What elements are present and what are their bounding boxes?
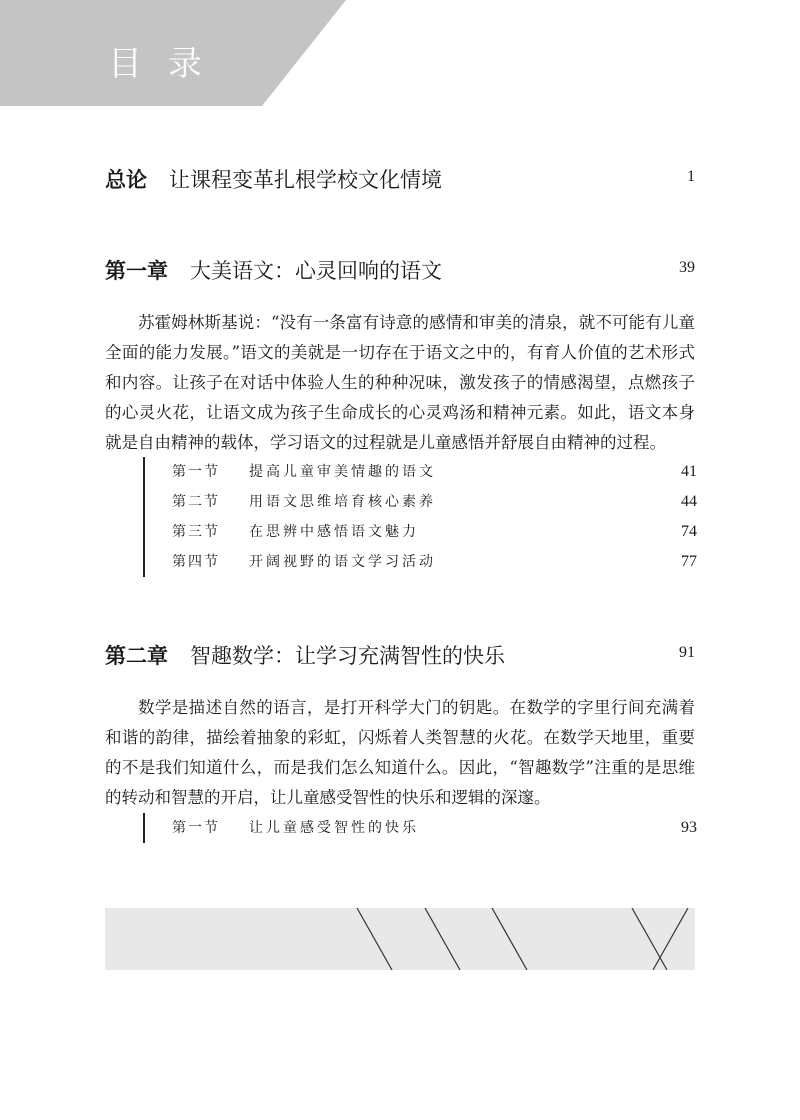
toc-section-entry[interactable]: [145, 457, 697, 487]
header-banner: [0, 0, 800, 106]
toc-section-entry[interactable]: [145, 547, 697, 577]
intro-page-number: 1: [687, 168, 695, 185]
toc-chapter-2-entry[interactable]: [105, 640, 695, 672]
chapter-1-title: 大美语文：心灵回响的语文: [190, 259, 442, 283]
chapter-2-page-number: 91: [679, 644, 695, 661]
chapter-1-section-list: [143, 457, 697, 577]
section-title: 让儿童感受智性的快乐: [249, 820, 419, 836]
page-title: 目录: [108, 44, 228, 84]
section-number: 第一节: [172, 464, 220, 480]
toc-chapter-1-entry[interactable]: [105, 255, 695, 287]
section-title: 在思辨中感悟语文魅力: [249, 524, 419, 540]
intro-title: 让课程变革扎根学校文化情境: [169, 168, 442, 192]
section-number: 第一节: [172, 820, 220, 836]
chapter-2-section-list: [143, 813, 697, 843]
section-title: 开阔视野的语文学习活动: [249, 554, 436, 570]
section-title: 用语文思维培育核心素养: [249, 494, 436, 510]
intro-label: 总论: [105, 168, 147, 192]
chapter-2-label: 第二章: [105, 644, 168, 668]
chapter-1-label: 第一章: [105, 259, 168, 283]
section-page-number: 41: [681, 463, 697, 480]
chapter-1-summary: 苏霍姆林斯基说：“没有一条富有诗意的感情和审美的清泉，就不可能有儿童全面的能力发展。”语文的美就是一切存在于语文之中的，有育人价值的艺术形式和内容。让孩子在对话中体验人生的种种况味，激发孩子的情感渴望，点燃孩子的心灵火花，让语文成为孩子生命成长的心灵鸡汤和精神元素。如此，语文本身就是自由精神的载体，学习语文的过程就是儿童感悟并舒展自由精神的过程。: [105, 313, 695, 452]
section-page-number: 44: [681, 493, 697, 510]
footer-decoration: [105, 908, 695, 970]
toc-section-entry[interactable]: [145, 487, 697, 517]
section-number: 第四节: [172, 554, 220, 570]
section-number: 第二节: [172, 494, 220, 510]
chapter-2-title: 智趣数学：让学习充满智性的快乐: [190, 644, 505, 668]
toc-intro-entry[interactable]: [105, 164, 695, 196]
chapter-1-page-number: 39: [679, 259, 695, 276]
section-title: 提高儿童审美情趣的语文: [249, 464, 436, 480]
section-page-number: 77: [681, 553, 697, 570]
section-number: 第三节: [172, 524, 220, 540]
toc-section-entry[interactable]: [145, 813, 697, 843]
footer-stripes: [105, 908, 695, 970]
chapter-2-summary: 数学是描述自然的语言，是打开科学大门的钥匙。在数学的字里行间充满着和谐的韵律，描绘着抽象的彩虹，闪烁着人类智慧的火花。在数学天地里，重要的不是我们知道什么，而是我们怎么知道什么。因此，“智趣数学”注重的是思维的转动和智慧的开启，让儿童感受智性的快乐和逻辑的深邃。: [105, 698, 695, 807]
section-page-number: 74: [681, 523, 697, 540]
toc-section-entry[interactable]: [145, 517, 697, 547]
section-page-number: 93: [681, 819, 697, 836]
